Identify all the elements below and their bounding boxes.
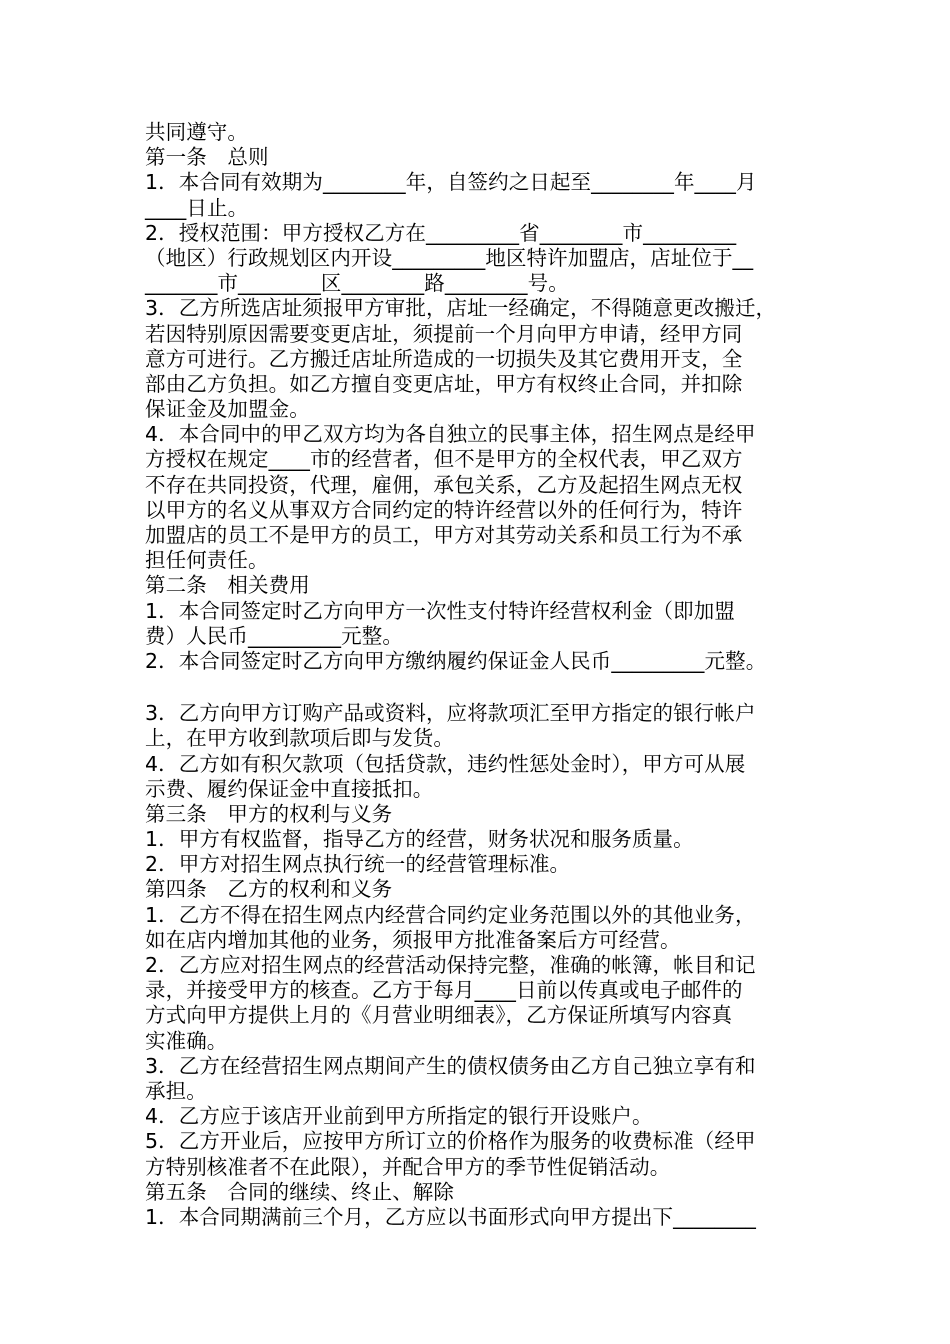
article-heading: 第一条 总则 bbox=[145, 145, 269, 170]
text-line: 1．甲方有权监督，指导乙方的经营，财务状况和服务质量。 bbox=[145, 827, 694, 852]
article-heading: 第四条 乙方的权利和义务 bbox=[145, 877, 393, 902]
text-line: 如在店内增加其他的业务，须报甲方批准备案后方可经营。 bbox=[145, 927, 681, 952]
text-line: 部由乙方负担。如乙方擅自变更店址，甲方有权终止合同，并扣除 bbox=[145, 371, 743, 396]
text-line: 3．乙方向甲方订购产品或资料，应将款项汇至甲方指定的银行帐户 bbox=[145, 701, 756, 726]
article-heading: 第五条 合同的继续、终止、解除 bbox=[145, 1179, 454, 1204]
text-line: 共同遵守。 bbox=[145, 120, 248, 144]
blank-line bbox=[145, 674, 820, 701]
text-line: 保证金及加盟金。 bbox=[145, 397, 310, 422]
text-line: 上，在甲方收到款项后即与发货。 bbox=[145, 726, 454, 751]
text-line: 承担。 bbox=[145, 1078, 207, 1103]
text-line: 5．乙方开业后，应按甲方所订立的价格作为服务的收费标准（经甲 bbox=[145, 1129, 756, 1154]
text-line: 实准确。 bbox=[145, 1028, 228, 1053]
text-line: 示费、履约保证金中直接抵扣。 bbox=[145, 776, 434, 801]
text-line: 4．乙方如有积欠款项（包括贷款，违约性惩处金时），甲方可从展 bbox=[145, 751, 746, 776]
text-line: 2．授权范围：甲方授权乙方在_________省________市_________ bbox=[145, 220, 737, 245]
text-line: （地区）行政规划区内开设_________地区特许加盟店，店址位于__ bbox=[145, 245, 754, 270]
text-line: 1．乙方不得在招生网点内经营合同约定业务范围以外的其他业务， bbox=[145, 902, 756, 927]
text-line: 4．本合同中的甲乙双方均为各自独立的民事主体，招生网点是经甲 bbox=[145, 422, 756, 447]
text-line: 2．乙方应对招生网点的经营活动保持完整，准确的帐簿，帐目和记 bbox=[145, 953, 756, 977]
article-heading: 第二条 相关费用 bbox=[145, 573, 310, 598]
text-line: 录，并接受甲方的核查。乙方于每月____日前以传真或电子邮件的 bbox=[145, 978, 743, 1003]
text-line: 1．本合同期满前三个月，乙方应以书面形式向甲方提出下________ bbox=[145, 1204, 756, 1229]
text-line: ____日止。 bbox=[145, 195, 249, 220]
text-line: 费）人民币_________元整。 bbox=[145, 623, 403, 648]
text-line: 意方可进行。乙方搬迁店址所造成的一切损失及其它费用开支，全 bbox=[145, 346, 743, 371]
text-line: 1．本合同签定时乙方向甲方一次性支付特许经营权利金（即加盟 bbox=[145, 598, 735, 623]
contract-body bbox=[145, 120, 820, 1230]
text-line: 不存在共同投资，代理，雇佣，承包关系，乙方及起招生网点无权 bbox=[145, 472, 743, 497]
text-line: 若因特别原因需要变更店址，须提前一个月向甲方申请，经甲方同 bbox=[145, 321, 743, 346]
text-line: 方授权在规定____市的经营者，但不是甲方的全权代表，甲乙双方 bbox=[145, 447, 743, 472]
text-line: 3．乙方所选店址须报甲方审批，店址一经确定，不得随意更改搬迁， bbox=[145, 296, 777, 321]
text-line: 2．本合同签定时乙方向甲方缴纳履约保证金人民币_________元整。 bbox=[145, 648, 767, 673]
article-heading: 第三条 甲方的权利与义务 bbox=[145, 801, 393, 826]
text-line: 以甲方的名义从事双方合同约定的特许经营以外的任何行为，特许 bbox=[145, 497, 743, 522]
text-line: 4．乙方应于该店开业前到甲方所指定的银行开设账户。 bbox=[145, 1104, 653, 1129]
text-line: _______市________区________路________号。 bbox=[145, 271, 569, 296]
text-line: 方式向甲方提供上月的《月营业明细表》，乙方保证所填写内容真 bbox=[145, 1003, 733, 1028]
text-line: 2．甲方对招生网点执行统一的经营管理标准。 bbox=[145, 852, 571, 877]
text-line: 方特别核准者不在此限），并配合甲方的季节性促销活动。 bbox=[145, 1154, 671, 1179]
text-line: 1．本合同有效期为________年，自签约之日起至________年____月 bbox=[145, 170, 757, 195]
text-line: 加盟店的员工不是甲方的员工，甲方对其劳动关系和员工行为不承 bbox=[145, 523, 743, 547]
text-line: 3．乙方在经营招生网点期间产生的债权债务由乙方自己独立享有和 bbox=[145, 1053, 756, 1078]
text-line: 担任何责任。 bbox=[145, 548, 269, 573]
